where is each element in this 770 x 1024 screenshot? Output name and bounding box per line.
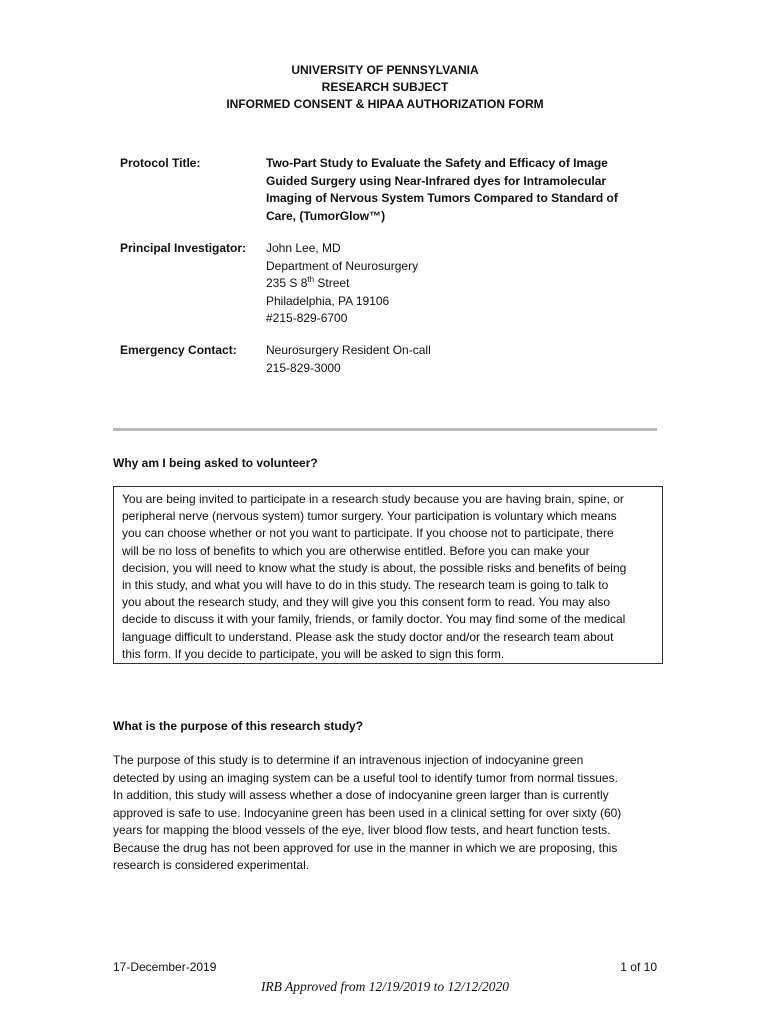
street-ordinal-suffix: th xyxy=(307,275,315,284)
street-number: 235 S 8 xyxy=(266,276,308,290)
volunteer-line: you can choose whether or not you want to participate. If you choose not to participate, there xyxy=(122,526,614,541)
emergency-contact-phone: 215-829-3000 xyxy=(266,360,341,375)
purpose-paragraph xyxy=(113,752,658,875)
purpose-line: years for mapping the blood vessels of the eye, liver blood flow tests, and heart function tests. xyxy=(113,823,611,837)
protocol-title-line: Guided Surgery using Near-Infrared dyes for Intramolecular xyxy=(266,173,607,188)
protocol-title-value xyxy=(266,155,640,225)
document-subtitle: RESEARCH SUBJECT xyxy=(321,80,449,94)
purpose-line: approved is safe to use. Indocyanine green has been used in a clinical setting for over sixty (60) xyxy=(113,805,622,820)
volunteer-line: you about the research study, and they will give you this consent form to read. You may also xyxy=(122,595,611,610)
purpose-line: research is considered experimental. xyxy=(113,858,310,872)
investigator-phone: #215-829-6700 xyxy=(266,311,348,325)
volunteer-line: this form. If you decide to participate, you will be asked to sign this form. xyxy=(122,646,505,661)
emergency-contact-label: Emergency Contact: xyxy=(120,343,237,357)
street-name: Street xyxy=(314,276,350,290)
volunteer-line: will be no loss of benefits to which you are otherwise entitled. Before you can make your xyxy=(122,543,590,558)
investigator-city: Philadelphia, PA 19106 xyxy=(266,293,390,308)
purpose-line: detected by using an imaging system can be a useful tool to identify tumor from normal tissues. xyxy=(113,770,618,785)
protocol-title-line: Imaging of Nervous System Tumors Compared to Standard of xyxy=(266,191,618,205)
volunteer-heading: Why am I being asked to volunteer? xyxy=(113,456,318,470)
volunteer-line: peripheral nerve (nervous system) tumor surgery. Your participation is voluntary which means xyxy=(122,509,617,524)
protocol-title-line: Two-Part Study to Evaluate the Safety and Efficacy of Image xyxy=(266,156,608,170)
investigator-name: John Lee, MD xyxy=(266,241,341,255)
document-title: INFORMED CONSENT & HIPAA AUTHORIZATION FORM xyxy=(226,97,544,111)
volunteer-line: language difficult to understand. Please ask the study doctor and/or the research team about xyxy=(122,629,614,644)
volunteer-line: in this study, and what you will have to do in this study. The research team is going to talk to xyxy=(122,578,609,593)
purpose-heading: What is the purpose of this research study? xyxy=(113,719,364,733)
volunteer-line: decide to discuss it with your family, friends, or family doctor. You may find some of the medical xyxy=(122,612,626,627)
purpose-line: In addition, this study will assess whether a dose of indocyanine green larger than is currently xyxy=(113,788,609,802)
section-divider xyxy=(113,428,657,431)
purpose-line: Because the drug has not been approved for use in the manner in which we are proposing, this xyxy=(113,840,618,855)
institution-name: UNIVERSITY OF PENNSYLVANIA xyxy=(291,63,479,77)
volunteer-line: decision, you will need to know what the study is about, the possible risks and benefits of being xyxy=(122,560,627,575)
page-number: 1 of 10 xyxy=(620,960,657,974)
protocol-title-label: Protocol Title: xyxy=(120,156,201,170)
emergency-contact-value xyxy=(266,342,640,377)
volunteer-line: You are being invited to participate in a research study because you are having brain, spine, or xyxy=(122,492,624,506)
protocol-title-line: Care, (TumorGlow™) xyxy=(266,208,386,223)
emergency-contact-name: Neurosurgery Resident On-call xyxy=(266,343,431,357)
principal-investigator-value xyxy=(266,240,640,328)
investigator-street xyxy=(266,275,640,293)
purpose-line: The purpose of this study is to determine if an intravenous injection of indocyanine green xyxy=(113,753,584,767)
investigator-department: Department of Neurosurgery xyxy=(266,258,419,273)
irb-approval-note: IRB Approved from 12/19/2019 to 12/12/2020 xyxy=(260,979,510,994)
footer-date: 17-December-2019 xyxy=(113,960,217,974)
principal-investigator-label: Principal Investigator: xyxy=(120,241,247,255)
document-header xyxy=(0,62,770,113)
volunteer-text-box xyxy=(113,486,663,664)
